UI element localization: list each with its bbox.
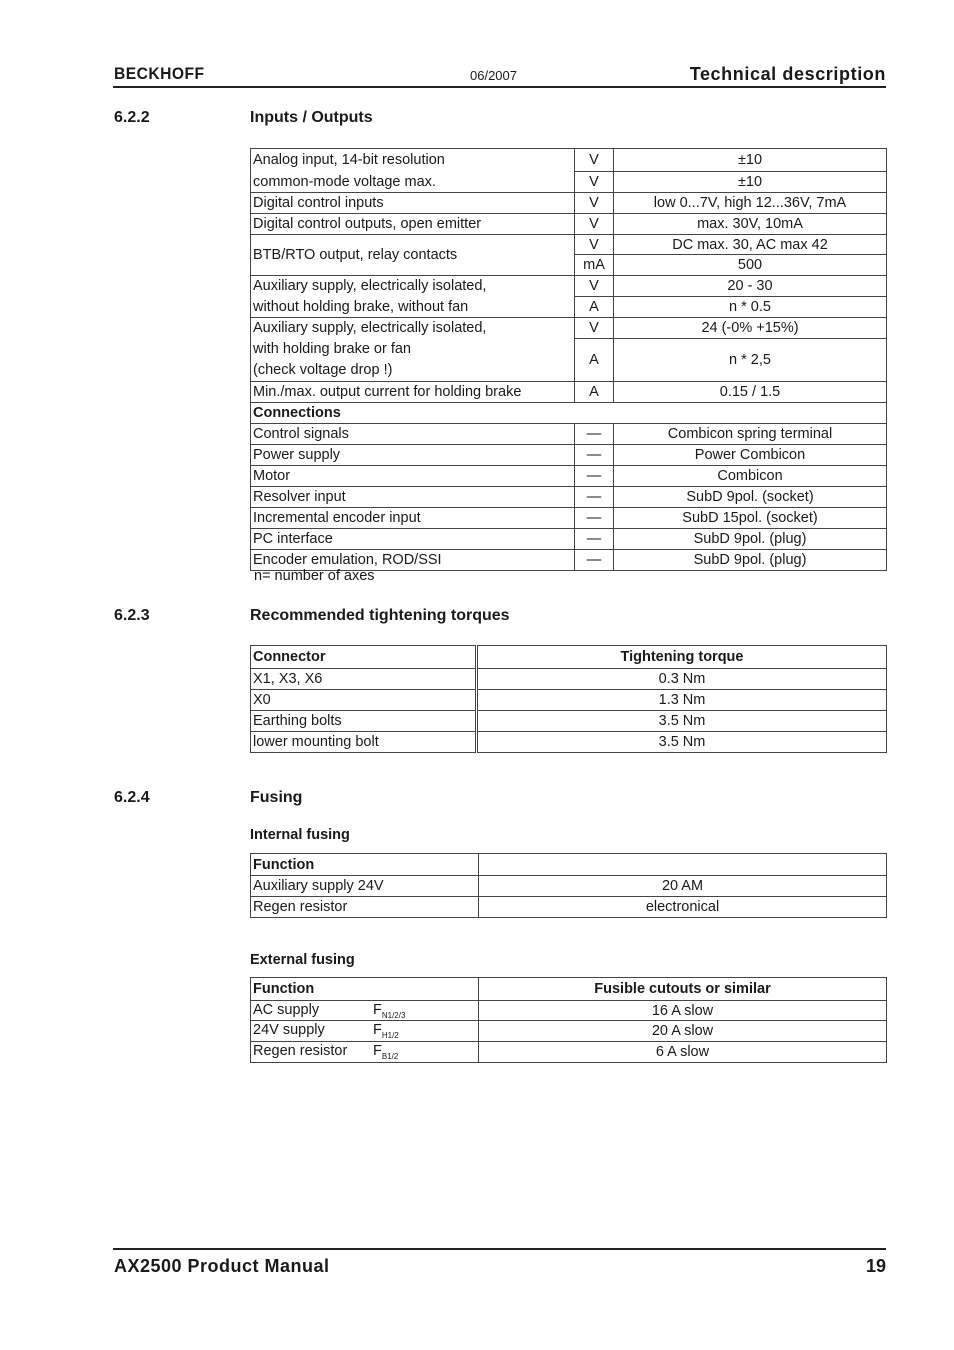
header-date: 06/2007 xyxy=(470,68,517,83)
function-cell xyxy=(251,1001,479,1021)
torque-cell: 3.5 Nm xyxy=(477,732,887,753)
table-row xyxy=(251,711,887,732)
table-row xyxy=(251,1021,887,1042)
table-row xyxy=(251,669,887,690)
row-value: 20 - 30 xyxy=(614,276,887,297)
row-unit: V xyxy=(575,172,614,193)
column-header: Tightening torque xyxy=(477,646,887,669)
row-value: SubD 9pol. (plug) xyxy=(614,529,887,550)
row-label: Resolver input xyxy=(251,487,575,508)
row-value: Combicon xyxy=(614,466,887,487)
column-header: Function xyxy=(251,854,479,876)
table-row xyxy=(251,318,887,339)
table-row xyxy=(251,487,887,508)
torque-cell: 1.3 Nm xyxy=(477,690,887,711)
table-row xyxy=(251,897,887,918)
table-row xyxy=(251,149,887,172)
row-label xyxy=(251,318,575,382)
function-cell xyxy=(251,1021,479,1042)
row-unit: V xyxy=(575,193,614,214)
row-value: ±10 xyxy=(614,149,887,172)
row-label: PC interface xyxy=(251,529,575,550)
row-unit: V xyxy=(575,149,614,172)
value-cell: 20 AM xyxy=(479,876,887,897)
external-fusing-table xyxy=(250,977,887,1063)
column-header: Function xyxy=(251,978,479,1001)
fuse-designation-sub: N1/2/3 xyxy=(381,1010,406,1020)
function-label: Regen resistor xyxy=(253,1043,348,1060)
row-value: SubD 15pol. (socket) xyxy=(614,508,887,529)
function-cell: Auxiliary supply 24V xyxy=(251,876,479,897)
function-cell: Regen resistor xyxy=(251,897,479,918)
row-value: low 0...7V, high 12...36V, 7mA xyxy=(614,193,887,214)
inputs-outputs-table xyxy=(250,148,887,571)
value-cell: 16 A slow xyxy=(479,1001,887,1021)
row-label: Digital control inputs xyxy=(251,193,575,214)
value-cell: 20 A slow xyxy=(479,1021,887,1042)
torque-cell: 0.3 Nm xyxy=(477,669,887,690)
row-value: SubD 9pol. (socket) xyxy=(614,487,887,508)
row-unit: A xyxy=(575,297,614,318)
table-row xyxy=(251,276,887,297)
table-row xyxy=(251,529,887,550)
fuse-designation-sub: H1/2 xyxy=(381,1030,399,1040)
fuse-designation: F xyxy=(373,1001,382,1018)
function-cell xyxy=(251,1042,479,1063)
footer-manual-title: AX2500 Product Manual xyxy=(114,1256,330,1276)
row-value: 24 (-0% +15%) xyxy=(614,318,887,339)
connector-cell: X0 xyxy=(251,690,477,711)
row-value: n * 0.5 xyxy=(614,297,887,318)
row-unit: A xyxy=(575,339,614,382)
table-row xyxy=(251,466,887,487)
row-value: SubD 9pol. (plug) xyxy=(614,550,887,571)
row-label: Motor xyxy=(251,466,575,487)
table-header-row xyxy=(251,646,887,669)
row-unit: V xyxy=(575,318,614,339)
row-label: Analog input, 14-bit resolution xyxy=(251,149,575,172)
torque-table xyxy=(250,645,887,753)
row-label: Digital control outputs, open emitter xyxy=(251,214,575,235)
row-value: 500 xyxy=(614,255,887,276)
table-row xyxy=(251,297,887,318)
row-label: Auxiliary supply, electrically isolated, xyxy=(251,276,575,297)
row-unit: — xyxy=(575,529,614,550)
section-title-inputs-outputs: Inputs / Outputs xyxy=(250,109,373,126)
section-number: 6.2.3 xyxy=(114,607,150,624)
table-row xyxy=(251,214,887,235)
row-label-line: (check voltage drop !) xyxy=(253,362,393,378)
row-unit: V xyxy=(575,276,614,297)
table-header-row xyxy=(251,854,887,876)
row-unit: — xyxy=(575,487,614,508)
subsection-title-internal: Internal fusing xyxy=(250,827,350,843)
row-label: BTB/RTO output, relay contacts xyxy=(251,235,575,276)
row-value: Power Combicon xyxy=(614,445,887,466)
connector-cell: lower mounting bolt xyxy=(251,732,477,753)
brand-logo: BECKHOFF xyxy=(114,64,205,83)
row-label-line: with holding brake or fan xyxy=(253,341,411,357)
row-unit: — xyxy=(575,550,614,571)
table-row xyxy=(251,235,887,255)
table-row xyxy=(251,403,887,424)
row-label: Power supply xyxy=(251,445,575,466)
row-unit: mA xyxy=(575,255,614,276)
header-section-title: Technical description xyxy=(689,64,886,84)
header-divider xyxy=(113,86,886,88)
row-unit: A xyxy=(575,382,614,403)
value-cell: electronical xyxy=(479,897,887,918)
connector-cell: Earthing bolts xyxy=(251,711,477,732)
table-row xyxy=(251,1001,887,1021)
row-label-line: Auxiliary supply, electrically isolated, xyxy=(253,320,487,336)
fuse-designation-sub: B1/2 xyxy=(381,1051,399,1061)
row-label: common-mode voltage max. xyxy=(251,172,575,193)
function-label: 24V supply xyxy=(253,1022,325,1039)
internal-fusing-table xyxy=(250,853,887,918)
table-header-row xyxy=(251,978,887,1001)
table-row xyxy=(251,172,887,193)
row-unit: — xyxy=(575,508,614,529)
fuse-designation: F xyxy=(373,1043,382,1060)
torque-cell: 3.5 Nm xyxy=(477,711,887,732)
row-value: max. 30V, 10mA xyxy=(614,214,887,235)
fuse-designation: F xyxy=(373,1022,382,1039)
value-cell: 6 A slow xyxy=(479,1042,887,1063)
table-row xyxy=(251,445,887,466)
row-unit: — xyxy=(575,445,614,466)
column-header: Connector xyxy=(251,646,477,669)
section-title-fusing: Fusing xyxy=(250,789,303,806)
row-label: Control signals xyxy=(251,424,575,445)
table-row xyxy=(251,382,887,403)
footer-divider xyxy=(113,1248,886,1250)
row-unit: V xyxy=(575,235,614,255)
function-label: AC supply xyxy=(253,1001,320,1018)
table-row xyxy=(251,876,887,897)
row-unit: V xyxy=(575,214,614,235)
row-value: 0.15 / 1.5 xyxy=(614,382,887,403)
page-number: 19 xyxy=(865,1256,886,1276)
table-row xyxy=(251,424,887,445)
table-note: n= number of axes xyxy=(254,568,375,584)
column-header xyxy=(479,854,887,876)
subsection-title-external: External fusing xyxy=(250,952,355,968)
section-title-torques: Recommended tightening torques xyxy=(250,607,510,624)
table-row xyxy=(251,193,887,214)
table-row xyxy=(251,1042,887,1063)
row-label: without holding brake, without fan xyxy=(251,297,575,318)
row-label: Min./max. output current for holding brake xyxy=(251,382,575,403)
table-row xyxy=(251,508,887,529)
row-unit: — xyxy=(575,424,614,445)
connector-cell: X1, X3, X6 xyxy=(251,669,477,690)
section-number: 6.2.2 xyxy=(114,109,150,126)
section-number: 6.2.4 xyxy=(114,789,150,806)
row-label: Incremental encoder input xyxy=(251,508,575,529)
row-value: ±10 xyxy=(614,172,887,193)
row-value: DC max. 30, AC max 42 xyxy=(614,235,887,255)
row-label: Encoder emulation, ROD/SSI xyxy=(251,550,575,571)
table-row xyxy=(251,732,887,753)
connections-header: Connections xyxy=(251,403,887,424)
table-row xyxy=(251,690,887,711)
row-value: Combicon spring terminal xyxy=(614,424,887,445)
row-unit: — xyxy=(575,466,614,487)
column-header: Fusible cutouts or similar xyxy=(479,978,887,1001)
row-value: n * 2,5 xyxy=(614,339,887,382)
